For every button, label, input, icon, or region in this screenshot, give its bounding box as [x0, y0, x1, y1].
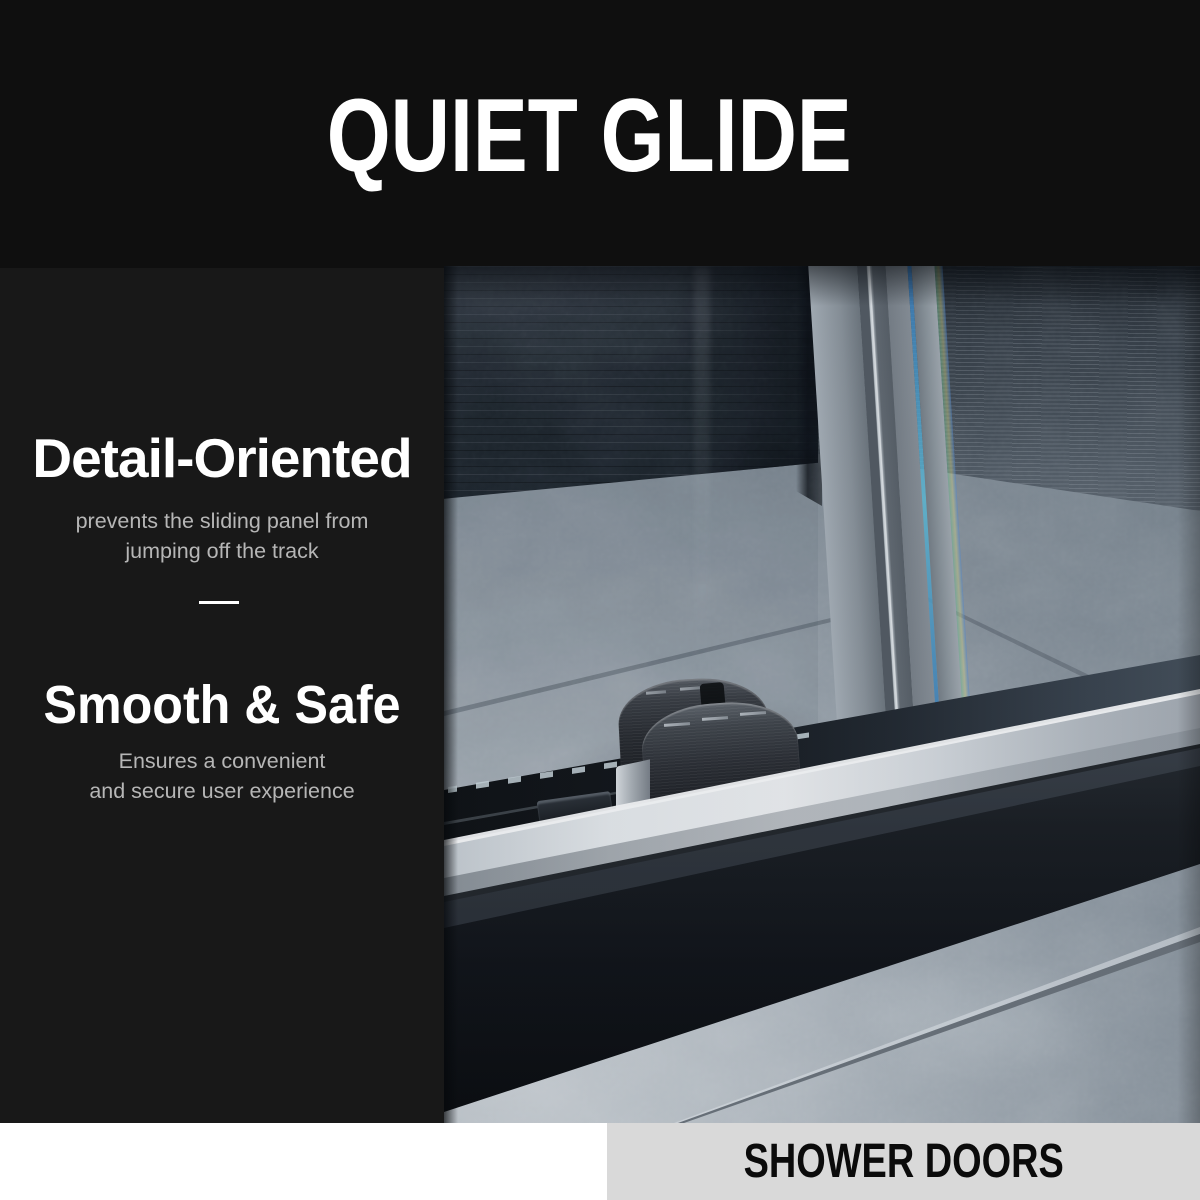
category-label: SHOWER DOORS: [743, 1135, 1064, 1188]
description-line: and secure user experience: [89, 779, 355, 803]
feature-heading-text: Smooth & Safe: [43, 675, 401, 735]
description-line: Ensures a convenient: [118, 749, 326, 773]
divider-line: [199, 601, 239, 604]
page-title-text: QUIET GLIDE: [326, 78, 852, 194]
description-line: prevents the sliding panel from: [75, 509, 369, 533]
feature-heading-smooth-safe: [0, 675, 444, 735]
hero-banner: [0, 0, 1200, 266]
page-title: [0, 0, 1200, 194]
photo-left-vignette: [444, 266, 458, 1123]
glass-reflection-streak: [694, 266, 710, 696]
description-line: jumping off the track: [125, 539, 319, 563]
features-panel: [0, 268, 444, 1123]
footer: [0, 1123, 1200, 1200]
category-bar: [607, 1123, 1200, 1200]
feature-description-detail-oriented: [0, 506, 444, 566]
feature-description-smooth-safe: [0, 746, 444, 806]
feature-heading-detail-oriented: Detail-Oriented: [32, 427, 412, 489]
product-photo: [444, 266, 1200, 1123]
